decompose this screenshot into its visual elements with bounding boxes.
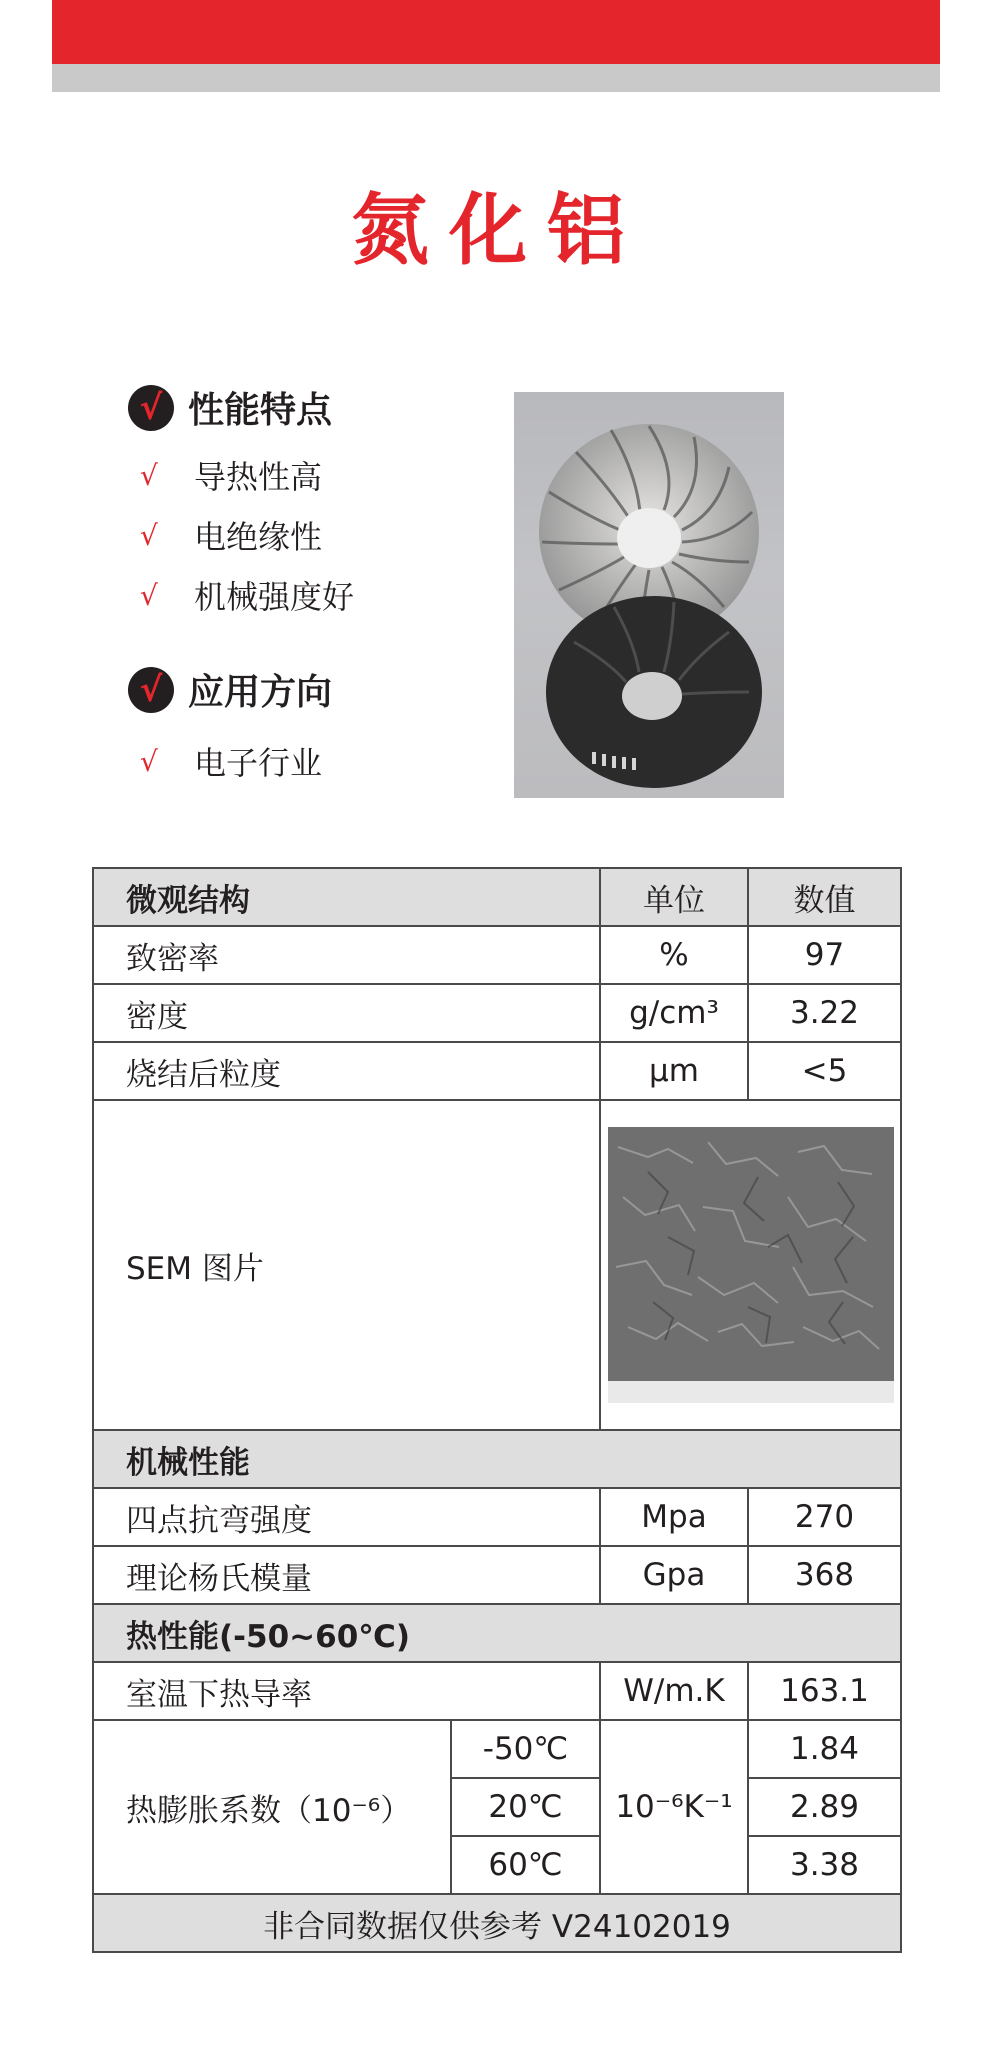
application-item: √ 电子行业 xyxy=(140,744,323,782)
table-section-header: 机械性能 xyxy=(93,1430,901,1488)
table-row: 热膨胀系数（10⁻⁶） -50℃ 10⁻⁶K⁻¹ 1.84 xyxy=(93,1720,901,1778)
page-title: 氮化铝 xyxy=(350,186,645,276)
table-row: 60℃ 3.38 xyxy=(93,1836,901,1894)
table-row-sem: SEM 图片 xyxy=(93,1100,901,1430)
table-section-header: 热性能(-50~60℃) xyxy=(93,1604,901,1662)
product-photo xyxy=(514,392,784,798)
table-row: 20℃ 2.89 xyxy=(93,1778,901,1836)
feature-item: √ 导热性高 xyxy=(140,458,323,496)
table-row: 四点抗弯强度 Mpa 270 xyxy=(93,1488,901,1546)
applications-heading xyxy=(128,664,332,715)
sem-scale-bar xyxy=(608,1381,894,1403)
check-icon: √ xyxy=(140,578,158,612)
applications-heading-label: 应用方向 xyxy=(188,672,333,713)
features-heading-label: 性能特点 xyxy=(188,390,333,431)
table-section-header: 微观结构 单位 数值 xyxy=(93,868,901,926)
table-row: 理论杨氏模量 Gpa 368 xyxy=(93,1546,901,1604)
spec-table xyxy=(92,867,902,1953)
check-icon: √ xyxy=(140,518,158,552)
check-badge-icon: √ xyxy=(128,667,174,713)
top-grey-banner xyxy=(52,64,940,92)
table-row: 密度 g/cm³ 3.22 xyxy=(93,984,901,1042)
feature-item: √ 机械强度好 xyxy=(140,578,355,616)
table-row: 室温下热导率 W/m.K 163.1 xyxy=(93,1662,901,1720)
table-footer: 非合同数据仅供参考 V24102019 xyxy=(93,1894,901,1952)
features-heading xyxy=(128,382,332,433)
feature-item: √ 电绝缘性 xyxy=(140,518,323,556)
top-red-banner xyxy=(52,0,940,64)
check-icon: √ xyxy=(140,458,158,492)
sem-image xyxy=(608,1127,894,1403)
table-row: 致密率 % 97 xyxy=(93,926,901,984)
table-row: 烧结后粒度 μm <5 xyxy=(93,1042,901,1100)
check-icon: √ xyxy=(140,744,158,778)
check-badge-icon: √ xyxy=(128,385,174,431)
